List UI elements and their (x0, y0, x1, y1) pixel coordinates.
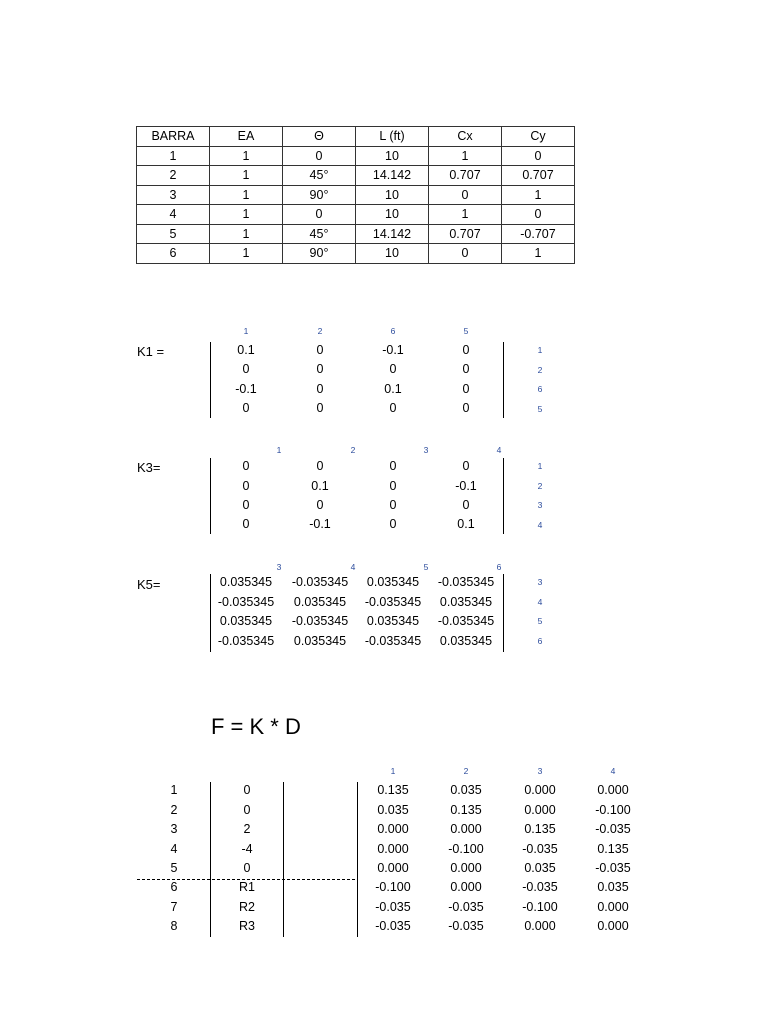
matrix-cell: 0 (462, 459, 470, 473)
matrix-cell: 0.1 (237, 343, 255, 357)
row-number: 3 (170, 822, 178, 836)
system-col-index: 1 (390, 766, 396, 776)
k1-col-index: 5 (463, 326, 469, 336)
table-cell: 0.707 (429, 166, 502, 186)
table-cell: 0 (429, 244, 502, 264)
k3-col-index: 1 (276, 445, 282, 455)
table-cell: 45° (283, 224, 356, 244)
header-theta: Θ (283, 127, 356, 147)
row-number: 7 (170, 900, 178, 914)
matrix-cell: 0 (462, 362, 470, 376)
matrix-cell: -0.1 (235, 382, 257, 396)
matrix-cell: -0.035 (375, 919, 411, 933)
matrix-cell: 0 (242, 479, 250, 493)
system-col-index: 2 (463, 766, 469, 776)
force-value: R1 (239, 880, 255, 894)
matrix-cell: 0 (462, 382, 470, 396)
row-number: 5 (170, 861, 178, 875)
table-cell: 1 (502, 244, 575, 264)
matrix-cell: 0.000 (377, 861, 409, 875)
matrix-cell: 0 (389, 459, 397, 473)
matrix-cell: -0.100 (522, 900, 558, 914)
matrix-cell: 0.035 (524, 861, 556, 875)
k1-row-index: 1 (537, 345, 543, 355)
k1-row-index: 5 (537, 404, 543, 414)
matrix-cell: -0.035 (448, 919, 484, 933)
table-cell: -0.707 (502, 224, 575, 244)
matrix-cell: 0 (242, 517, 250, 531)
table-row (137, 185, 575, 205)
table-cell: 1 (429, 205, 502, 225)
matrix-cell: 0 (242, 459, 250, 473)
table-cell: 0 (502, 146, 575, 166)
table-cell: 10 (356, 205, 429, 225)
matrix-right-bracket (503, 574, 504, 652)
matrix-cell: -0.1 (455, 479, 477, 493)
matrix-right-bracket (503, 342, 504, 418)
matrix-cell: 0 (316, 459, 324, 473)
matrix-cell: 0 (389, 362, 397, 376)
matrix-cell: 0.000 (524, 803, 556, 817)
table-cell: 1 (210, 224, 283, 244)
matrix-right-bracket (503, 458, 504, 534)
matrix-cell: 0.035 (450, 783, 482, 797)
matrix-cell: -0.100 (448, 842, 484, 856)
matrix-cell: 0.000 (597, 900, 629, 914)
table-cell: 90° (283, 185, 356, 205)
row-number: 1 (170, 783, 178, 797)
matrix-cell: -0.035345 (437, 575, 495, 589)
table-cell: 1 (210, 185, 283, 205)
table-cell: 90° (283, 244, 356, 264)
matrix-cell: 0.000 (377, 842, 409, 856)
k1-col-index: 2 (317, 326, 323, 336)
force-value: -4 (241, 842, 253, 856)
matrix-cell: 0.035345 (293, 634, 347, 648)
row-number: 4 (170, 842, 178, 856)
table-cell: 45° (283, 166, 356, 186)
k5-col-index: 3 (276, 562, 282, 572)
matrix-cell: -0.035 (522, 880, 558, 894)
matrix-cell: 0.000 (597, 783, 629, 797)
table-cell: 1 (137, 146, 210, 166)
table-row (137, 244, 575, 264)
k1-label: K1 = (137, 344, 165, 359)
table-cell: 4 (137, 205, 210, 225)
matrix-cell: 0 (389, 479, 397, 493)
k5-label: K5= (137, 577, 161, 592)
matrix-cell: 0.000 (524, 783, 556, 797)
header-ea: EA (210, 127, 283, 147)
force-value: 0 (243, 783, 251, 797)
force-value: 0 (243, 803, 251, 817)
matrix-cell: 0.000 (450, 822, 482, 836)
matrix-cell: 0.135 (377, 783, 409, 797)
table-cell: 5 (137, 224, 210, 244)
matrix-cell: 0.135 (597, 842, 629, 856)
k3-row-index: 1 (537, 461, 543, 471)
matrix-cell: 0.1 (311, 479, 329, 493)
matrix-cell: 0 (316, 343, 324, 357)
table-cell: 1 (210, 166, 283, 186)
matrix-cell: 0.000 (377, 822, 409, 836)
table-cell: 0 (283, 205, 356, 225)
table-cell: 10 (356, 185, 429, 205)
k5-row-index: 3 (537, 577, 543, 587)
system-col-index: 3 (537, 766, 543, 776)
matrix-cell: -0.035345 (364, 634, 422, 648)
row-number: 8 (170, 919, 178, 933)
matrix-cell: 0 (462, 401, 470, 415)
k5-row-index: 5 (537, 616, 543, 626)
row-number: 2 (170, 803, 178, 817)
matrix-cell: 0.035 (377, 803, 409, 817)
header-cy: Cy (502, 127, 575, 147)
matrix-cell: 0.035345 (293, 595, 347, 609)
matrix-cell: 0.135 (524, 822, 556, 836)
table-cell: 0 (502, 205, 575, 225)
matrix-cell: 0.1 (384, 382, 402, 396)
table-cell: 1 (210, 146, 283, 166)
k5-row-index: 6 (537, 636, 543, 646)
k1-row-index: 2 (537, 365, 543, 375)
k3-row-index: 4 (537, 520, 543, 530)
matrix-cell: -0.035345 (291, 575, 349, 589)
k3-row-index: 2 (537, 481, 543, 491)
matrix-cell: 0.000 (450, 861, 482, 875)
k5-col-index: 4 (350, 562, 356, 572)
matrix-cell: 0.035345 (219, 614, 273, 628)
matrix-cell: 0.000 (524, 919, 556, 933)
k1-col-index: 1 (243, 326, 249, 336)
matrix-cell: 0 (389, 401, 397, 415)
system-col-index: 4 (610, 766, 616, 776)
matrix-cell: -0.1 (382, 343, 404, 357)
matrix-cell: 0 (462, 498, 470, 512)
matrix-cell: 0.035345 (439, 595, 493, 609)
k3-col-index: 2 (350, 445, 356, 455)
table-cell: 2 (137, 166, 210, 186)
matrix-cell: -0.035345 (291, 614, 349, 628)
matrix-cell: -0.100 (595, 803, 631, 817)
matrix-cell: 0 (389, 517, 397, 531)
matrix-cell: 0 (242, 498, 250, 512)
barra-header-row (137, 127, 575, 147)
matrix-cell: 0.035345 (366, 575, 420, 589)
k3-label: K3= (137, 460, 161, 475)
matrix-cell: 0.1 (457, 517, 475, 531)
k5-row-index: 4 (537, 597, 543, 607)
table-row (137, 224, 575, 244)
table-cell: 1 (502, 185, 575, 205)
matrix-cell: -0.035345 (364, 595, 422, 609)
table-row (137, 166, 575, 186)
table-cell: 0 (283, 146, 356, 166)
k1-row-index: 6 (537, 384, 543, 394)
table-cell: 14.142 (356, 224, 429, 244)
matrix-cell: -0.100 (375, 880, 411, 894)
matrix-cell: -0.035 (448, 900, 484, 914)
table-cell: 10 (356, 146, 429, 166)
row-number: 6 (170, 880, 178, 894)
matrix-cell: 0 (316, 401, 324, 415)
table-cell: 3 (137, 185, 210, 205)
matrix-cell: 0 (316, 498, 324, 512)
force-value: R2 (239, 900, 255, 914)
matrix-cell: 0.035345 (439, 634, 493, 648)
matrix-cell: 0 (316, 382, 324, 396)
k5-col-index: 5 (423, 562, 429, 572)
k3-col-index: 4 (496, 445, 502, 455)
table-cell: 0.707 (502, 166, 575, 186)
matrix-cell: -0.035 (595, 822, 631, 836)
header-length: L (ft) (356, 127, 429, 147)
k1-col-index: 6 (390, 326, 396, 336)
k3-row-index: 3 (537, 500, 543, 510)
table-cell: 6 (137, 244, 210, 264)
matrix-cell: 0 (242, 401, 250, 415)
force-value: 2 (243, 822, 251, 836)
matrix-cell: 0 (316, 362, 324, 376)
k5-col-index: 6 (496, 562, 502, 572)
table-cell: 0 (429, 185, 502, 205)
matrix-cell: 0 (389, 498, 397, 512)
matrix-cell: -0.035 (595, 861, 631, 875)
matrix-cell: 0 (462, 343, 470, 357)
table-cell: 1 (429, 146, 502, 166)
matrix-cell: -0.035345 (437, 614, 495, 628)
matrix-cell: 0 (242, 362, 250, 376)
table-cell: 1 (210, 205, 283, 225)
barra-table (136, 126, 575, 264)
table-row (137, 146, 575, 166)
matrix-cell: -0.035 (375, 900, 411, 914)
matrix-cell: 0.035345 (219, 575, 273, 589)
table-cell: 14.142 (356, 166, 429, 186)
header-barra: BARRA (137, 127, 210, 147)
force-value: 0 (243, 861, 251, 875)
matrix-cell: -0.1 (309, 517, 331, 531)
header-cx: Cx (429, 127, 502, 147)
matrix-cell: 0.000 (450, 880, 482, 894)
matrix-cell: -0.035345 (217, 595, 275, 609)
matrix-cell: 0.035345 (366, 614, 420, 628)
matrix-cell: -0.035345 (217, 634, 275, 648)
table-row (137, 205, 575, 225)
table-cell: 10 (356, 244, 429, 264)
table-cell: 0.707 (429, 224, 502, 244)
matrix-cell: 0.035 (597, 880, 629, 894)
force-value: R3 (239, 919, 255, 933)
table-cell: 1 (210, 244, 283, 264)
matrix-cell: 0.135 (450, 803, 482, 817)
k3-col-index: 3 (423, 445, 429, 455)
matrix-cell: 0.000 (597, 919, 629, 933)
matrix-cell: -0.035 (522, 842, 558, 856)
equation-title: F = K * D (211, 714, 301, 739)
